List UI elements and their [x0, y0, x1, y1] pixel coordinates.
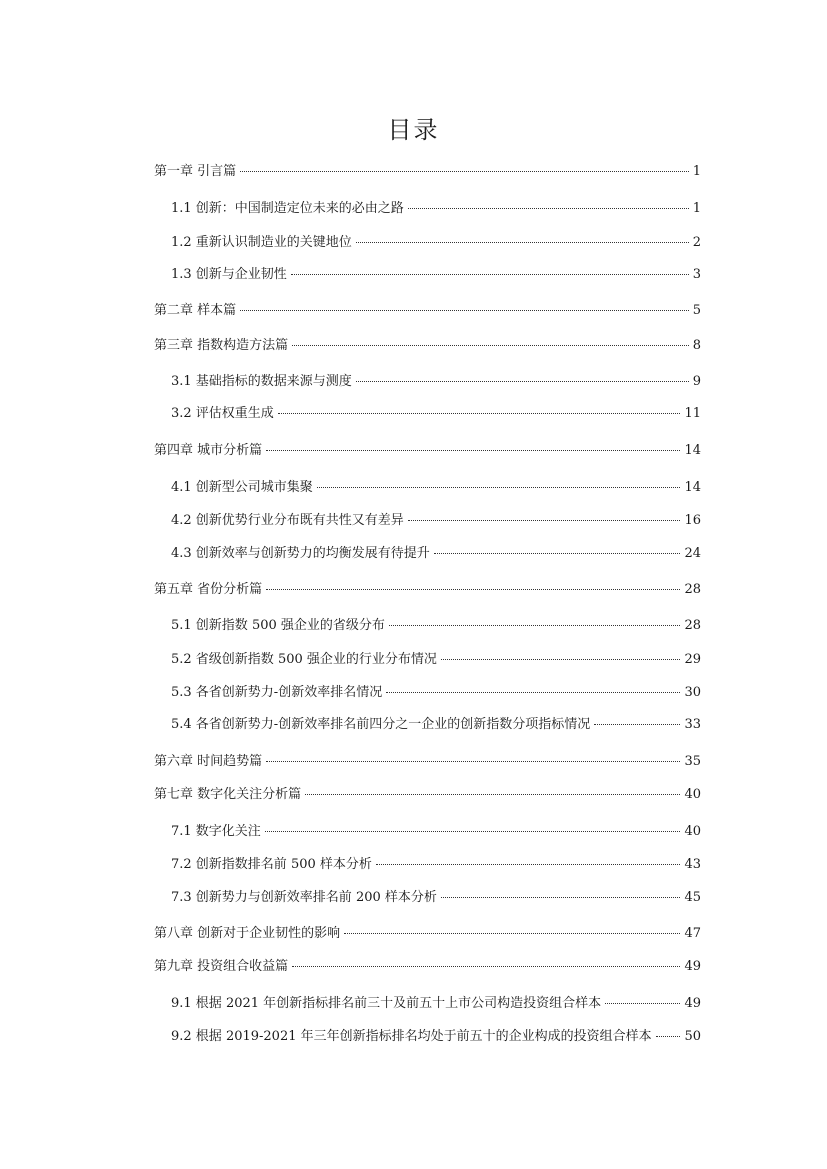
toc-page-number: 43 — [684, 857, 701, 872]
toc-entry-label: 第五章 省份分析篇 — [154, 582, 263, 597]
toc-page-number: 3 — [692, 267, 701, 282]
toc-chapter-entry[interactable] — [154, 442, 701, 460]
page-title: 目录 — [387, 116, 440, 144]
toc-section-entry[interactable] — [171, 405, 701, 423]
toc-dot-leader — [305, 794, 680, 795]
toc-chapter-entry[interactable] — [154, 786, 701, 804]
toc-entry-label: 第七章 数字化关注分析篇 — [154, 787, 302, 802]
toc-page-number: 29 — [684, 652, 701, 667]
toc-section-entry[interactable] — [171, 617, 701, 635]
toc-page-number: 45 — [684, 890, 701, 905]
toc-dot-leader — [386, 692, 680, 693]
toc-dot-leader — [441, 897, 681, 898]
toc-chapter-entry[interactable] — [154, 163, 701, 181]
toc-entry-label: 5.3 各省创新势力-创新效率排名情况 — [171, 685, 383, 700]
toc-dot-leader — [266, 761, 680, 762]
toc-page-number: 1 — [692, 201, 701, 216]
toc-chapter-entry[interactable] — [154, 302, 701, 320]
toc-entry-label: 3.1 基础指标的数据来源与测度 — [171, 374, 352, 389]
toc-dot-leader — [265, 831, 681, 832]
toc-dot-leader — [266, 450, 680, 451]
toc-section-entry[interactable] — [171, 856, 701, 874]
toc-entry-label: 3.2 评估权重生成 — [171, 406, 274, 421]
toc-page-number: 47 — [684, 926, 701, 941]
toc-entry-label: 1.2 重新认识制造业的关键地位 — [171, 235, 352, 250]
toc-dot-leader — [240, 310, 689, 311]
toc-chapter-entry[interactable] — [154, 337, 701, 355]
toc-dot-leader — [594, 724, 680, 725]
toc-chapter-entry[interactable] — [154, 925, 701, 943]
toc-dot-leader — [291, 274, 689, 275]
toc-entry-label: 5.1 创新指数 500 强企业的省级分布 — [171, 618, 385, 633]
toc-dot-leader — [344, 933, 680, 934]
toc-entry-label: 1.1 创新：中国制造定位未来的必由之路 — [171, 201, 404, 216]
toc-dot-leader — [441, 659, 681, 660]
toc-page-number: 2 — [692, 235, 701, 250]
toc-dot-leader — [389, 625, 681, 626]
toc-dot-leader — [656, 1036, 681, 1037]
toc-dot-leader — [408, 520, 681, 521]
toc-entry-label: 1.3 创新与企业韧性 — [171, 267, 287, 282]
toc-dot-leader — [356, 242, 689, 243]
toc-dot-leader — [278, 413, 681, 414]
toc-page-number: 14 — [684, 480, 701, 495]
toc-entry-label: 第一章 引言篇 — [154, 164, 237, 179]
toc-page-number: 50 — [684, 1029, 701, 1044]
toc-dot-leader — [356, 381, 689, 382]
toc-dot-leader — [317, 487, 681, 488]
toc-dot-leader — [408, 208, 689, 209]
toc-section-entry[interactable] — [171, 479, 701, 497]
toc-dot-leader — [266, 589, 680, 590]
toc-entry-label: 7.3 创新势力与创新效率排名前 200 样本分析 — [171, 890, 437, 905]
toc-section-entry[interactable] — [171, 545, 701, 563]
toc-page-number: 40 — [684, 787, 701, 802]
toc-page-number: 11 — [684, 406, 701, 421]
toc-section-entry[interactable] — [171, 200, 701, 218]
toc-entry-label: 5.4 各省创新势力-创新效率排名前四分之一企业的创新指数分项指标情况 — [171, 717, 591, 732]
toc-page-number: 30 — [684, 685, 701, 700]
toc-entry-label: 7.2 创新指数排名前 500 样本分析 — [171, 857, 372, 872]
toc-entry-label: 4.1 创新型公司城市集聚 — [171, 480, 313, 495]
toc-page-number: 40 — [684, 824, 701, 839]
toc-page-number: 28 — [684, 582, 701, 597]
toc-page-number: 9 — [692, 374, 701, 389]
toc-page-number: 28 — [684, 618, 701, 633]
toc-dot-leader — [292, 966, 680, 967]
toc-chapter-entry[interactable] — [154, 581, 701, 599]
toc-page-number: 49 — [684, 996, 701, 1011]
toc-page-number: 49 — [684, 959, 701, 974]
toc-section-entry[interactable] — [171, 995, 701, 1013]
toc-dot-leader — [292, 345, 689, 346]
toc-chapter-entry[interactable] — [154, 958, 701, 976]
toc-dot-leader — [434, 553, 681, 554]
toc-section-entry[interactable] — [171, 1028, 701, 1046]
toc-page-number: 5 — [692, 303, 701, 318]
toc-page-number: 16 — [684, 513, 701, 528]
toc-page-number: 35 — [684, 754, 701, 769]
toc-entry-label: 4.3 创新效率与创新势力的均衡发展有待提升 — [171, 546, 430, 561]
toc-entry-label: 第四章 城市分析篇 — [154, 443, 263, 458]
toc-section-entry[interactable] — [171, 373, 701, 391]
toc-dot-leader — [605, 1003, 680, 1004]
toc-section-entry[interactable] — [171, 512, 701, 530]
toc-section-entry[interactable] — [171, 716, 701, 734]
toc-section-entry[interactable] — [171, 823, 701, 841]
toc-chapter-entry[interactable] — [154, 753, 701, 771]
toc-entry-label: 第六章 时间趋势篇 — [154, 754, 263, 769]
toc-entry-label: 7.1 数字化关注 — [171, 824, 261, 839]
toc-entry-label: 第八章 创新对于企业韧性的影响 — [154, 926, 341, 941]
toc-section-entry[interactable] — [171, 684, 701, 702]
toc-dot-leader — [376, 864, 681, 865]
toc-section-entry[interactable] — [171, 266, 701, 284]
toc-section-entry[interactable] — [171, 651, 701, 669]
toc-section-entry[interactable] — [171, 234, 701, 252]
toc-dot-leader — [240, 171, 689, 172]
toc-page-number: 14 — [684, 443, 701, 458]
toc-entry-label: 4.2 创新优势行业分布既有共性又有差异 — [171, 513, 404, 528]
toc-entry-label: 5.2 省级创新指数 500 强企业的行业分布情况 — [171, 652, 437, 667]
toc-page-number: 33 — [684, 717, 701, 732]
toc-page-number: 8 — [692, 338, 701, 353]
toc-page-number: 24 — [684, 546, 701, 561]
toc-page-number: 1 — [692, 164, 701, 179]
toc-entry-label: 9.2 根据 2019-2021 年三年创新指标排名均处于前五十的企业构成的投资组合样本 — [171, 1029, 652, 1044]
toc-section-entry[interactable] — [171, 889, 701, 907]
toc-entry-label: 第二章 样本篇 — [154, 303, 237, 318]
toc-entry-label: 第三章 指数构造方法篇 — [154, 338, 289, 353]
toc-entry-label: 9.1 根据 2021 年创新指标排名前三十及前五十上市公司构造投资组合样本 — [171, 996, 602, 1011]
toc-entry-label: 第九章 投资组合收益篇 — [154, 959, 289, 974]
